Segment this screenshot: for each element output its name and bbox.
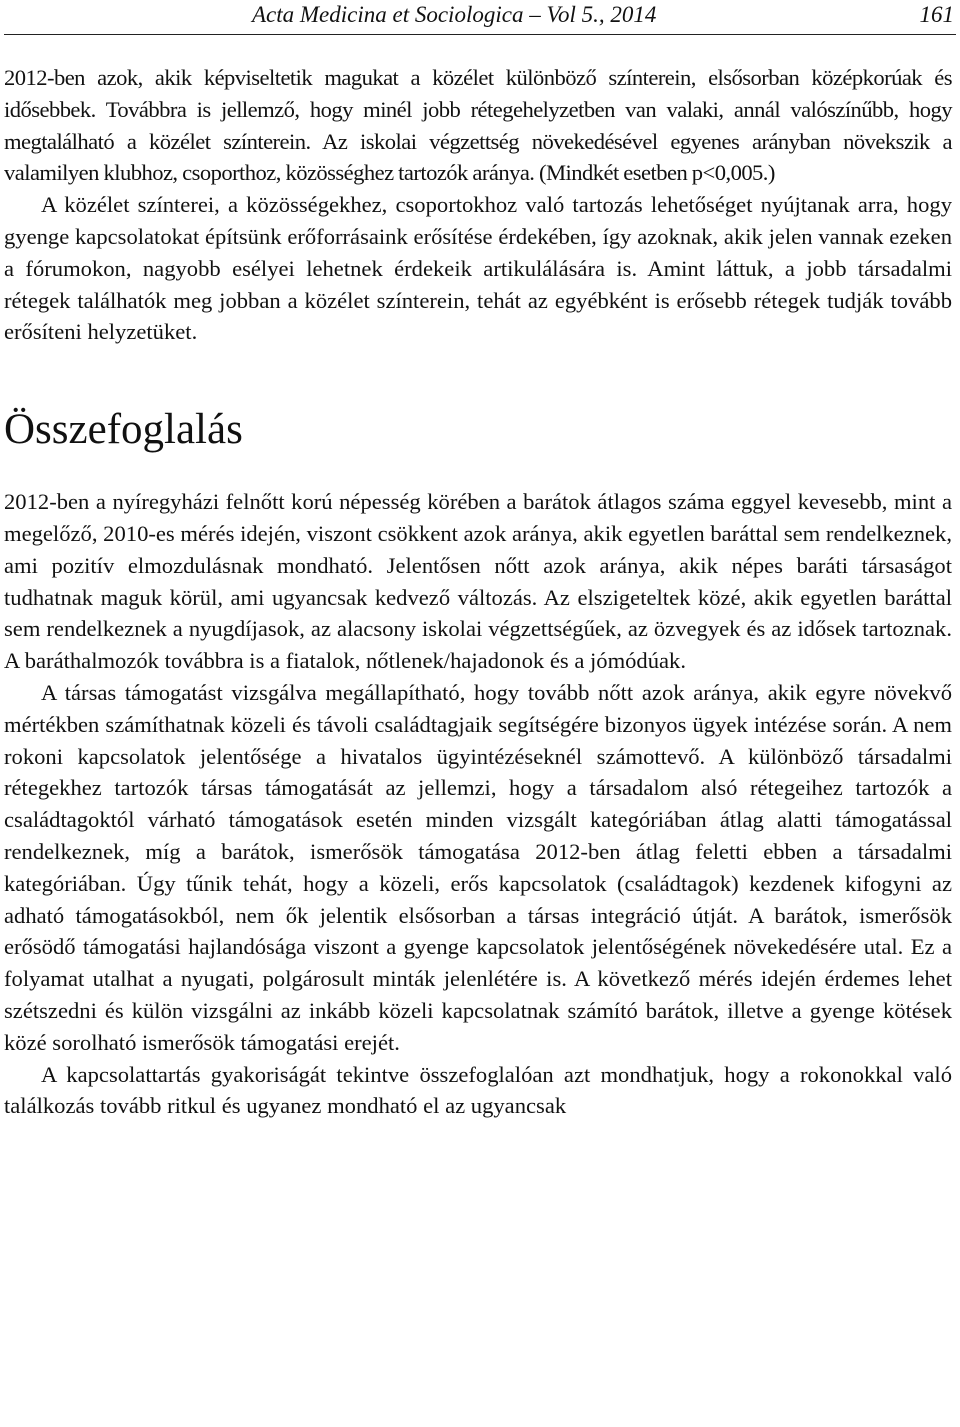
journal-title: Acta Medicina et Sociologica – Vol 5., 2014: [252, 2, 657, 27]
section-title: Összefoglalás: [4, 406, 243, 454]
article-body: [4, 62, 952, 1122]
paragraph-summary-friends: 2012-ben a nyíregyházi felnőtt korú népesség körében a barátok átlagos száma eggyel kevesebb, mint a megelőző, 2010-es mérés idején, viszont csökkent azok aránya, akik egyetlen baráttal sem rendelkeznek, ami pozitív elmozdulásnak mondható. Jelentősen nőtt azok aránya, akik népes baráti társaságot tudhatnak maguk körül, ami ugyancsak kedvező változás. Az elszigeteltek közé, akik egyetlen baráttal sem rendelkeznek a nyugdíjasok, az alacsony iskolai végzettségűek, az özvegyek és az idősek tartoznak. A baráthalmozók továbbra is a fiatalok, nőtlenek/hajadonok és a jómódúak.: [4, 489, 952, 674]
paragraph-summary-social-support: A társas támogatást vizsgálva megállapítható, hogy tovább nőtt azok aránya, akik egyre növekvő mértékben számíthatnak közeli és távoli családtagjaik segítségére bizonyos ügyek intézése során. A nem rokoni kapcsolatok jelentősége a hivatalos ügyintézéseknél számottevő. A különböző társadalmi rétegekhez tartozók társas támogatását az jellemzi, hogy a társadalom alsó rétegeihez tartozók a családtagoktól várható támogatások esetén minden vizsgált kategóriában átlag alatti támogatással rendelkeznek, míg a barátok, ismerősök támogatása 2012-ben átlag feletti ebben a társadalmi kategóriában. Úgy tűnik tehát, hogy a közeli, erős kapcsolatok (családtagok) kezdenek kifogyni az adható támogatásokból, nem ők jelentik elsősorban a társas integráció útját. A barátok, ismerősök erősödő támogatási hajlandósága viszont a gyenge kapcsolatok jelentőségének növekedésére utal. Ez a folyamat utalhat a nyugati, polgárosult minták jelenlétére is. A következő mérés idején érdemes lehet szétszedni és külön vizsgálni az inkább közeli kapcsolatnak számító barátok, illetve a gyenge kötések közé sorolható ismerősök támogatási erejét.: [4, 679, 952, 1055]
paragraph-public-life-participation: 2012-ben azok, akik képviseltetik magukat a közélet különböző színterein, elsősorban középkorúak és idősebbek. Továbbra is jellemző, hogy minél jobb rétegehelyzetben van valaki, annál valószínűbb, hogy megtalálható a közélet színterein. Az iskolai végzettség növekedésével egyenes arányban növekszik a valamilyen klubhoz, csoporthoz, közösséghez tartozók aránya. (Mindkét esetben p<0,005.): [4, 65, 952, 186]
page-number: 161: [919, 2, 954, 27]
paragraph-weak-ties: A közélet színterei, a közösségekhez, csoportokhoz való tartozás lehetőséget nyújtanak arra, hogy gyenge kapcsolatokat építsünk erőforrásaink erősítése érdekében, így azoknak, akik jelen vannak ezeken a fórumokon, nagyobb esélyei lehetnek érdekeik artikulálására is. Amint láttuk, a jobb társadalmi rétegek találhatók meg jobban a közélet színterein, tehát az egyébként is erősebb rétegek tudják tovább erősíteni helyzetüket.: [4, 192, 952, 345]
running-header: [4, 0, 956, 35]
paragraph-summary-contact-frequency: A kapcsolattartás gyakoriságát tekintve összefoglalóan azt mondhatjuk, hogy a rokonokkal való találkozás tovább ritkul és ugyanez mondható el az ugyancsak: [4, 1061, 952, 1119]
